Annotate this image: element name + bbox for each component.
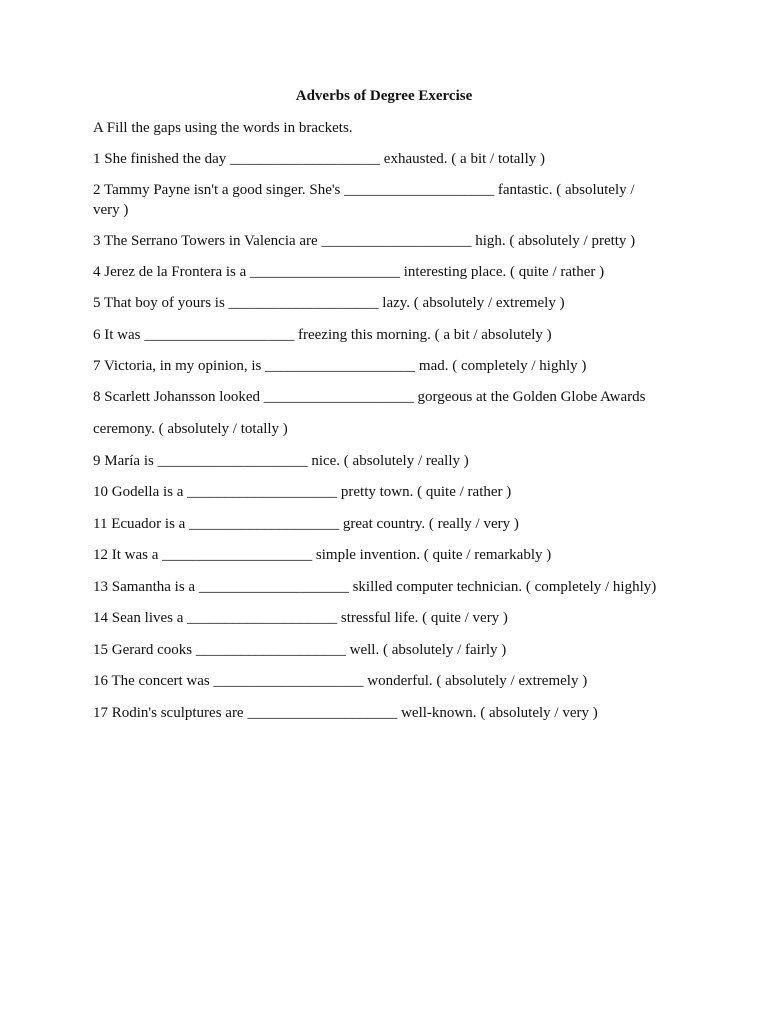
exercise-line-4: 4 Jerez de la Frontera is a ____________________ interesting place. ( quite / rather ) [93,264,605,280]
instruction-text: A Fill the gaps using the words in brackets. [93,120,353,136]
exercise-line-13: 13 Samantha is a ____________________ skilled computer technician. ( completely / highly) [93,579,657,595]
exercise-line-2-continued: very ) [93,202,129,218]
exercise-line-12: 12 It was a ____________________ simple invention. ( quite / remarkably ) [93,547,552,563]
page-title: Adverbs of Degree Exercise [295,88,473,104]
exercise-line-5: 5 That boy of yours is ____________________ lazy. ( absolutely / extremely ) [93,295,565,311]
exercise-line-2: 2 Tammy Payne isn't a good singer. She's ____________________ fantastic. ( absolutely / [93,182,635,198]
exercise-line-1: 1 She finished the day ____________________ exhausted. ( a bit / totally ) [93,151,546,167]
exercise-line-8: 8 Scarlett Johansson looked ____________________ gorgeous at the Golden Globe Awards [93,389,646,405]
exercise-line-9: 9 María is ____________________ nice. ( absolutely / really ) [93,453,469,469]
exercise-line-8-continued: ceremony. ( absolutely / totally ) [93,421,288,437]
exercise-line-6: 6 It was ____________________ freezing this morning. ( a bit / absolutely ) [93,327,552,343]
exercise-line-17: 17 Rodin's sculptures are ____________________ well-known. ( absolutely / very ) [93,705,598,721]
exercise-line-10: 10 Godella is a ____________________ pretty town. ( quite / rather ) [93,484,512,500]
exercise-line-3: 3 The Serrano Towers in Valencia are ____________________ high. ( absolutely / pretty ) [93,233,636,249]
exercise-line-16: 16 The concert was ____________________ wonderful. ( absolutely / extremely ) [93,673,588,689]
exercise-line-15: 15 Gerard cooks ____________________ well. ( absolutely / fairly ) [93,642,507,658]
exercise-line-7: 7 Victoria, in my opinion, is ____________________ mad. ( completely / highly ) [93,358,587,374]
exercise-line-11: 11 Ecuador is a ____________________ great country. ( really / very ) [93,516,519,532]
exercise-line-14: 14 Sean lives a ____________________ stressful life. ( quite / very ) [93,610,508,626]
